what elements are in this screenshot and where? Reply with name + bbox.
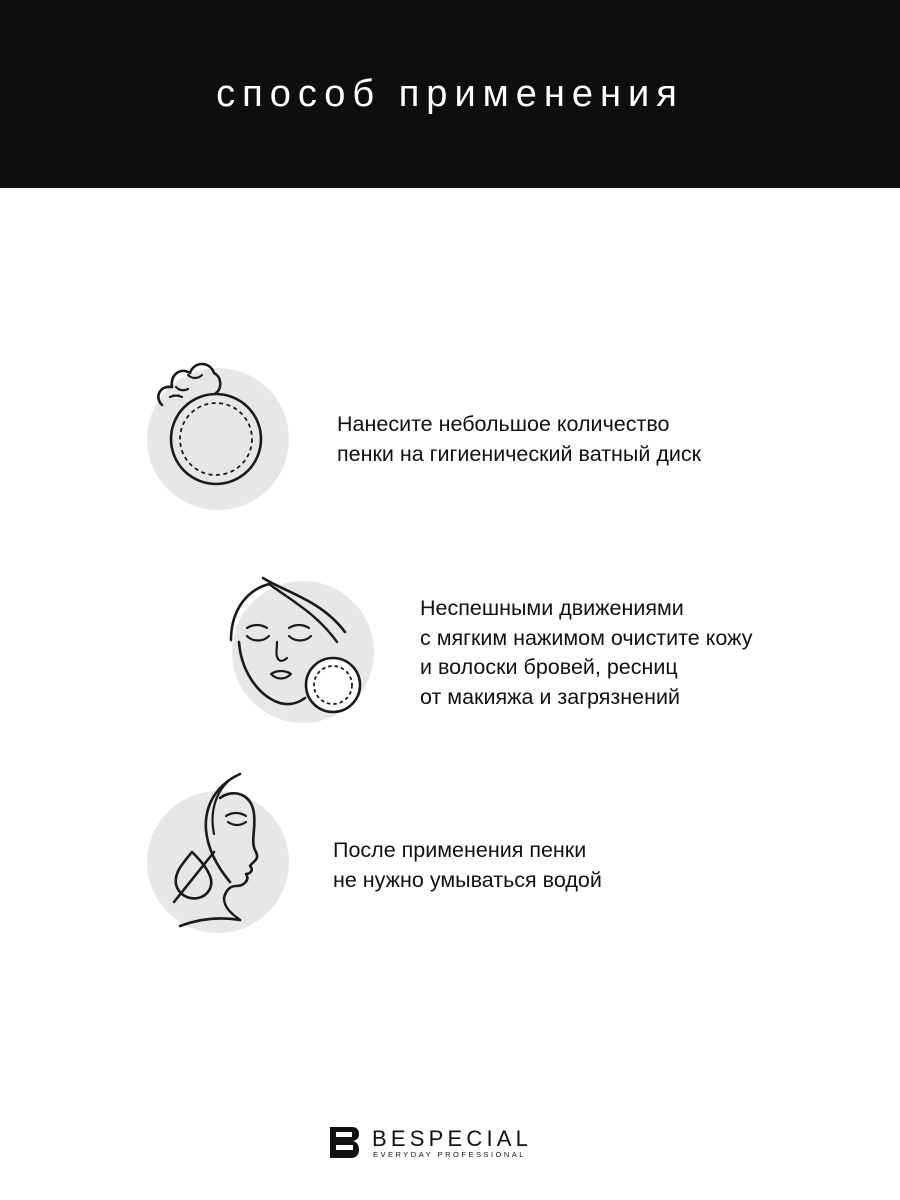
brand-mark-icon (330, 1126, 360, 1164)
page-title: способ применения (216, 73, 684, 115)
brand-name: BESPECIAL (372, 1126, 533, 1151)
step-3-line-2: не нужно умываться водой (333, 867, 602, 892)
step-2-line-3: и волоски бровей, ресниц (420, 655, 678, 679)
step-2-line-4: от макияжа и загрязнений (420, 684, 680, 709)
step-1-line-2: пенки на гигиенический ватный диск (337, 441, 702, 466)
step-3-line-1: После применения пенки (333, 838, 587, 862)
cotton-pad-with-foam-icon (140, 345, 300, 515)
step-3-text (333, 836, 602, 895)
brand-logo (330, 1126, 580, 1160)
step-2-line-2: с мягким нажимом очистите кожу (420, 625, 753, 650)
no-water-profile-icon (140, 770, 300, 940)
step-2-line-1: Неспешными движениями (420, 596, 684, 620)
step-1-text (337, 410, 701, 469)
brand-tagline: EVERYDAY PROFESSIONAL (373, 1150, 526, 1159)
step-2-text (420, 594, 752, 712)
face-with-cotton-pad-icon (225, 570, 385, 730)
step-1-line-1: Нанесите небольшое количество (337, 412, 670, 436)
header-banner (0, 0, 900, 188)
